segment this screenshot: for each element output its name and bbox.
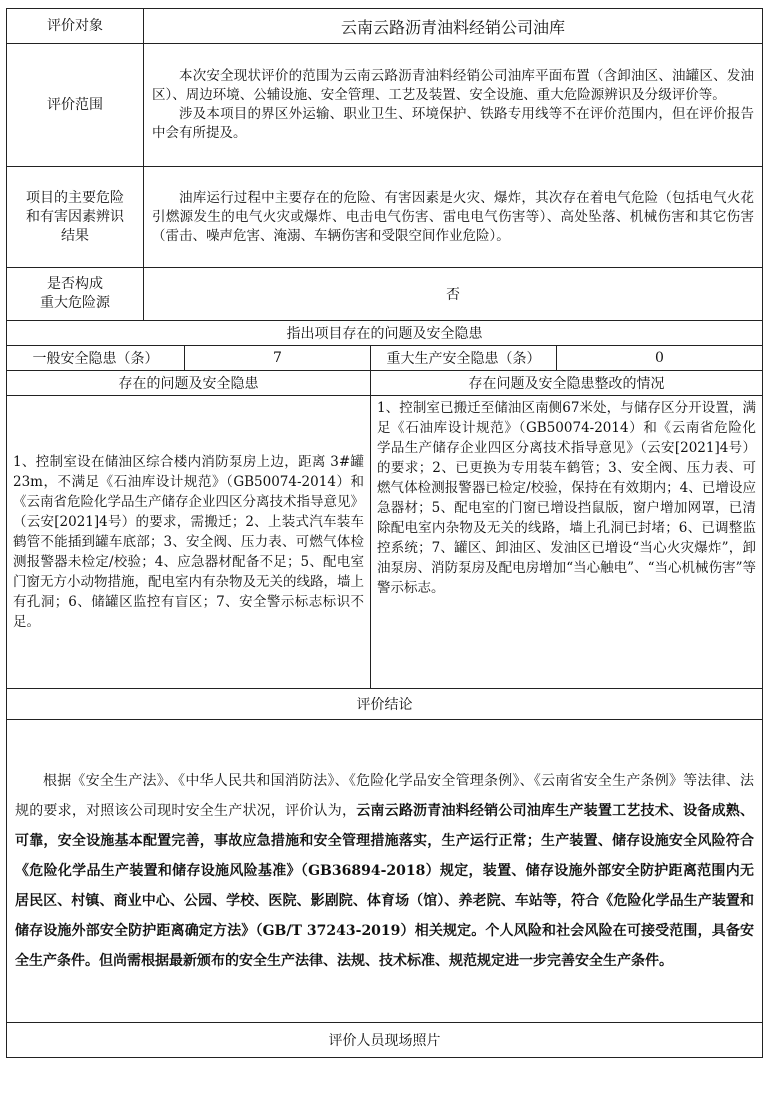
major-hazard-label-line-1: 是否构成 [47, 276, 103, 292]
general-hazards-count: 7 [185, 346, 371, 371]
columns-header-row [7, 371, 763, 396]
hazards-label-line-3: 结果 [61, 227, 89, 244]
conclusion-text [7, 720, 763, 1023]
rectification-column-header: 存在问题及安全隐患整改的情况 [371, 371, 763, 396]
conclusion-row [7, 720, 763, 1023]
hazards-label [7, 167, 144, 268]
conclusion-intro: 根据《安全生产法》、《中华人民共和国消防法》、《危险化学品安全管理条例》、《云南省安全生产条例》等法律、法规的要求，对照该公司现时安全生产状况，评价认为， [15, 773, 755, 819]
scope-text [144, 44, 763, 167]
major-hazard-row [7, 268, 763, 321]
issues-title: 指出项目存在的问题及安全隐患 [7, 321, 763, 346]
evaluation-form [6, 8, 762, 1058]
hazards-text [144, 167, 763, 268]
scope-row [7, 44, 763, 167]
issues-list: 1、控制室设在储油区综合楼内消防泵房上边，距离 3#罐 23m，不满足《石油库设计规范》（GB50074-2014）和《云南省危险化学品生产储存企业四区分离技术指导意见》（云安[2021]4号）的要求，需搬迁；2、上装式汽车装车鹤管不能插到罐车底部；3、安全阀、压力表、可燃气体检测报警器未检定/校验；4、应急器材配备不足；5、配电室门窗无方小动物措施，配电室内有杂物及无关的线路，墙上有孔洞；6、储罐区监控有盲区；7、安全警示标志标识不足。 [7, 396, 371, 689]
major-hazard-label [7, 268, 144, 321]
hazards-row [7, 167, 763, 268]
issues-content-row [7, 396, 763, 689]
major-hazards-label: 重大生产安全隐患（条） [371, 346, 557, 371]
rectification-cell [371, 396, 763, 689]
hazards-label-line-2: 和有害因素辨识 [26, 208, 124, 225]
conclusion-title-row [7, 689, 763, 720]
photos-title-row [7, 1023, 763, 1058]
counts-row [7, 346, 763, 371]
scope-label: 评价范围 [7, 44, 144, 167]
issues-column-header: 存在的问题及安全隐患 [7, 371, 371, 396]
rectification-list: 1、控制室已搬迁至储油区南侧67米处，与储存区分开设置，满足《石油库设计规范》（GB50074-2014）和《云南省危险化学品生产储存企业四区分离技术指导意见》（云安[2021]4号）的要求；2、已更换为专用装车鹤管；3、安全阀、压力表、可燃气体检测报警器已检定/校验，保持在有效期内；4、已增设应急器材；5、配电室的门窗已增设挡鼠版，窗户增加网罩，已清除配电室内杂物及无关的线路，墙上孔洞已封堵；6、已调整监控系统；7、罐区、卸油区、发油区已增设“当心火灾爆炸”，卸油泵房、消防泵房及配电房增加“当心触电”、“当心机械伤害”等警示标志。 [377, 400, 757, 596]
major-hazards-count: 0 [557, 346, 763, 371]
general-hazards-label: 一般安全隐患（条） [7, 346, 185, 371]
hazards-label-line-1: 项目的主要危险 [26, 189, 124, 206]
issues-title-row [7, 321, 763, 346]
object-label: 评价对象 [7, 9, 144, 44]
scope-paragraph-1: 本次安全现状评价的范围为云南云路沥青油料经销公司油库平面布置（含卸油区、油罐区、发油区）、周边环境、公辅设施、安全管理、工艺及装置、安全设施、重大危险源辨识及分级评价等。 [152, 68, 755, 103]
photos-title: 评价人员现场照片 [7, 1023, 763, 1058]
object-value: 云南云路沥青油料经销公司油库 [144, 9, 763, 44]
scope-paragraph-2: 涉及本项目的界区外运输、职业卫生、环境保护、铁路专用线等不在评价范围内，但在评价报告中会有所提及。 [152, 106, 755, 141]
conclusion-paragraph [15, 766, 754, 976]
conclusion-title: 评价结论 [7, 689, 763, 720]
major-hazard-label-line-2: 重大危险源 [40, 295, 110, 311]
object-row [7, 9, 763, 44]
conclusion-finding: 云南云路沥青油料经销公司油库生产装置工艺技术、设备成熟、可靠，安全设施基本配置完善，事故应急措施和安全管理措施落实，生产运行正常；生产装置、储存设施安全风险符合《危险化学品生产装置和储存设施风险基准》（GB36894-2018）规定，装置、储存设施外部安全防护距离范围内无居民区、村镇、商业中心、公园、学校、医院、影剧院、体育场（馆）、养老院、车站等，符合《危险化学品生产装置和储存设施外部安全防护距离确定方法》（GB/T 37243-2019）相关规定。个人风险和社会风险在可接受范围，具备安全生产条件。但尚需根据最新颁布的安全生产法律、法规、技术标准、规范规定进一步完善安全生产条件。 [15, 803, 755, 969]
major-hazard-value: 否 [144, 268, 763, 321]
hazards-paragraph: 油库运行过程中主要存在的危险、有害因素是火灾、爆炸，其次存在着电气危险（包括电气火花引燃源发生的电气火灾或爆炸、电击电气伤害、雷电电气伤害等）、高处坠落、机械伤害和其它伤害（雷击、噪声危害、淹溺、车辆伤害和受限空间作业危险）。 [152, 189, 755, 244]
evaluation-table [6, 8, 763, 1058]
